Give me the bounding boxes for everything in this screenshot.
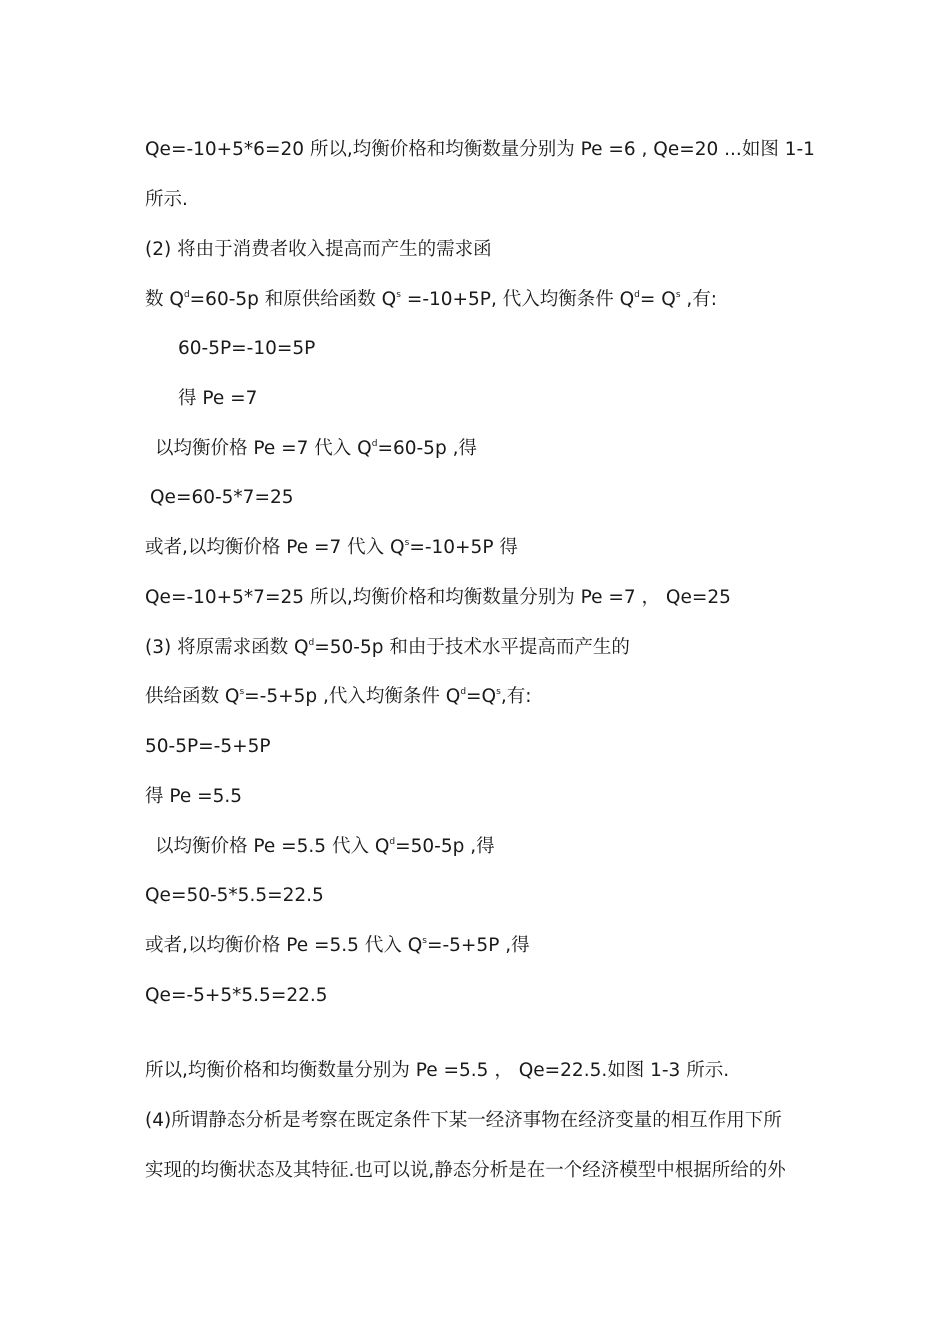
text-run: =-5+5P ,得: [426, 935, 530, 956]
superscript: d: [308, 638, 315, 648]
superscript: d: [389, 837, 396, 847]
text-run: =-10+5P 得: [409, 537, 518, 558]
superscript: d: [183, 290, 190, 300]
text-line: 所示.: [145, 189, 188, 210]
superscript: d: [460, 687, 467, 697]
text-run: 供给函数 Q: [145, 686, 240, 707]
text-run: 或者,以均衡价格 Pe =5.5 代入 Q: [145, 935, 423, 956]
text-line: [145, 636, 630, 660]
text-line: [145, 934, 530, 958]
superscript: s: [675, 290, 681, 300]
equation-line: Qe=60-5*7=25: [150, 487, 294, 508]
text-line: [145, 288, 717, 312]
text-line: Qe=-10+5*6=20 所以,均衡价格和均衡数量分别为 Pe =6 , Qe=20 ...如图 1-1: [145, 139, 815, 160]
text-line: [155, 835, 495, 859]
equation-line: 50-5P=-5+5P: [145, 736, 271, 757]
superscript: s: [396, 290, 401, 300]
equation-line: 得 Pe =5.5: [145, 786, 243, 807]
text-run: =-10+5P, 代入均衡条件 Q: [400, 289, 635, 310]
text-line: (2) 将由于消费者收入提高而产生的需求函: [145, 239, 492, 260]
text-line: [155, 437, 477, 461]
text-line: 所以,均衡价格和均衡数量分别为 Pe =5.5 ， Qe=22.5.如图 1-3 所示.: [145, 1060, 730, 1081]
text-line: (4)所谓静态分析是考察在既定条件下某一经济事物在经济变量的相互作用下所: [145, 1110, 782, 1131]
superscript: s: [422, 936, 427, 946]
text-line: Qe=-10+5*7=25 所以,均衡价格和均衡数量分别为 Pe =7 ， Qe=25: [145, 587, 731, 608]
text-run: 数 Q: [145, 289, 184, 310]
text-line: [145, 685, 531, 709]
superscript: d: [371, 439, 378, 449]
text-run: ,有:: [500, 686, 532, 707]
text-run: =50-5p ,得: [395, 836, 495, 857]
text-run: =50-5p 和由于技术水平提高而产生的: [314, 637, 630, 658]
text-run: 以均衡价格 Pe =5.5 代入 Q: [155, 836, 390, 857]
superscript: d: [634, 290, 640, 300]
text-run: =60-5p 和原供给函数 Q: [189, 289, 397, 310]
text-run: = Q: [639, 289, 676, 310]
text-run: =-5+5p ,代入均衡条件 Q: [244, 686, 461, 707]
equation-line: Qe=-5+5*5.5=22.5: [145, 985, 328, 1006]
equation-line: Qe=50-5*5.5=22.5: [145, 885, 324, 906]
superscript: s: [496, 687, 501, 697]
superscript: s: [239, 687, 245, 697]
text-run: 以均衡价格 Pe =7 代入 Q: [155, 438, 372, 459]
text-run: =Q: [466, 686, 497, 707]
text-run: ,有:: [680, 289, 718, 310]
text-run: =60-5p ,得: [377, 438, 477, 459]
text-run: 或者,以均衡价格 Pe =7 代入 Q: [145, 537, 405, 558]
equation-line: 60-5P=-10=5P: [178, 338, 316, 359]
equation-line: 得 Pe =7: [178, 388, 258, 409]
text-line: [145, 536, 518, 560]
text-run: (3) 将原需求函数 Q: [145, 637, 309, 658]
superscript: s: [404, 538, 410, 548]
text-line: 实现的均衡状态及其特征.也可以说,静态分析是在一个经济模型中根据所给的外: [145, 1160, 786, 1181]
